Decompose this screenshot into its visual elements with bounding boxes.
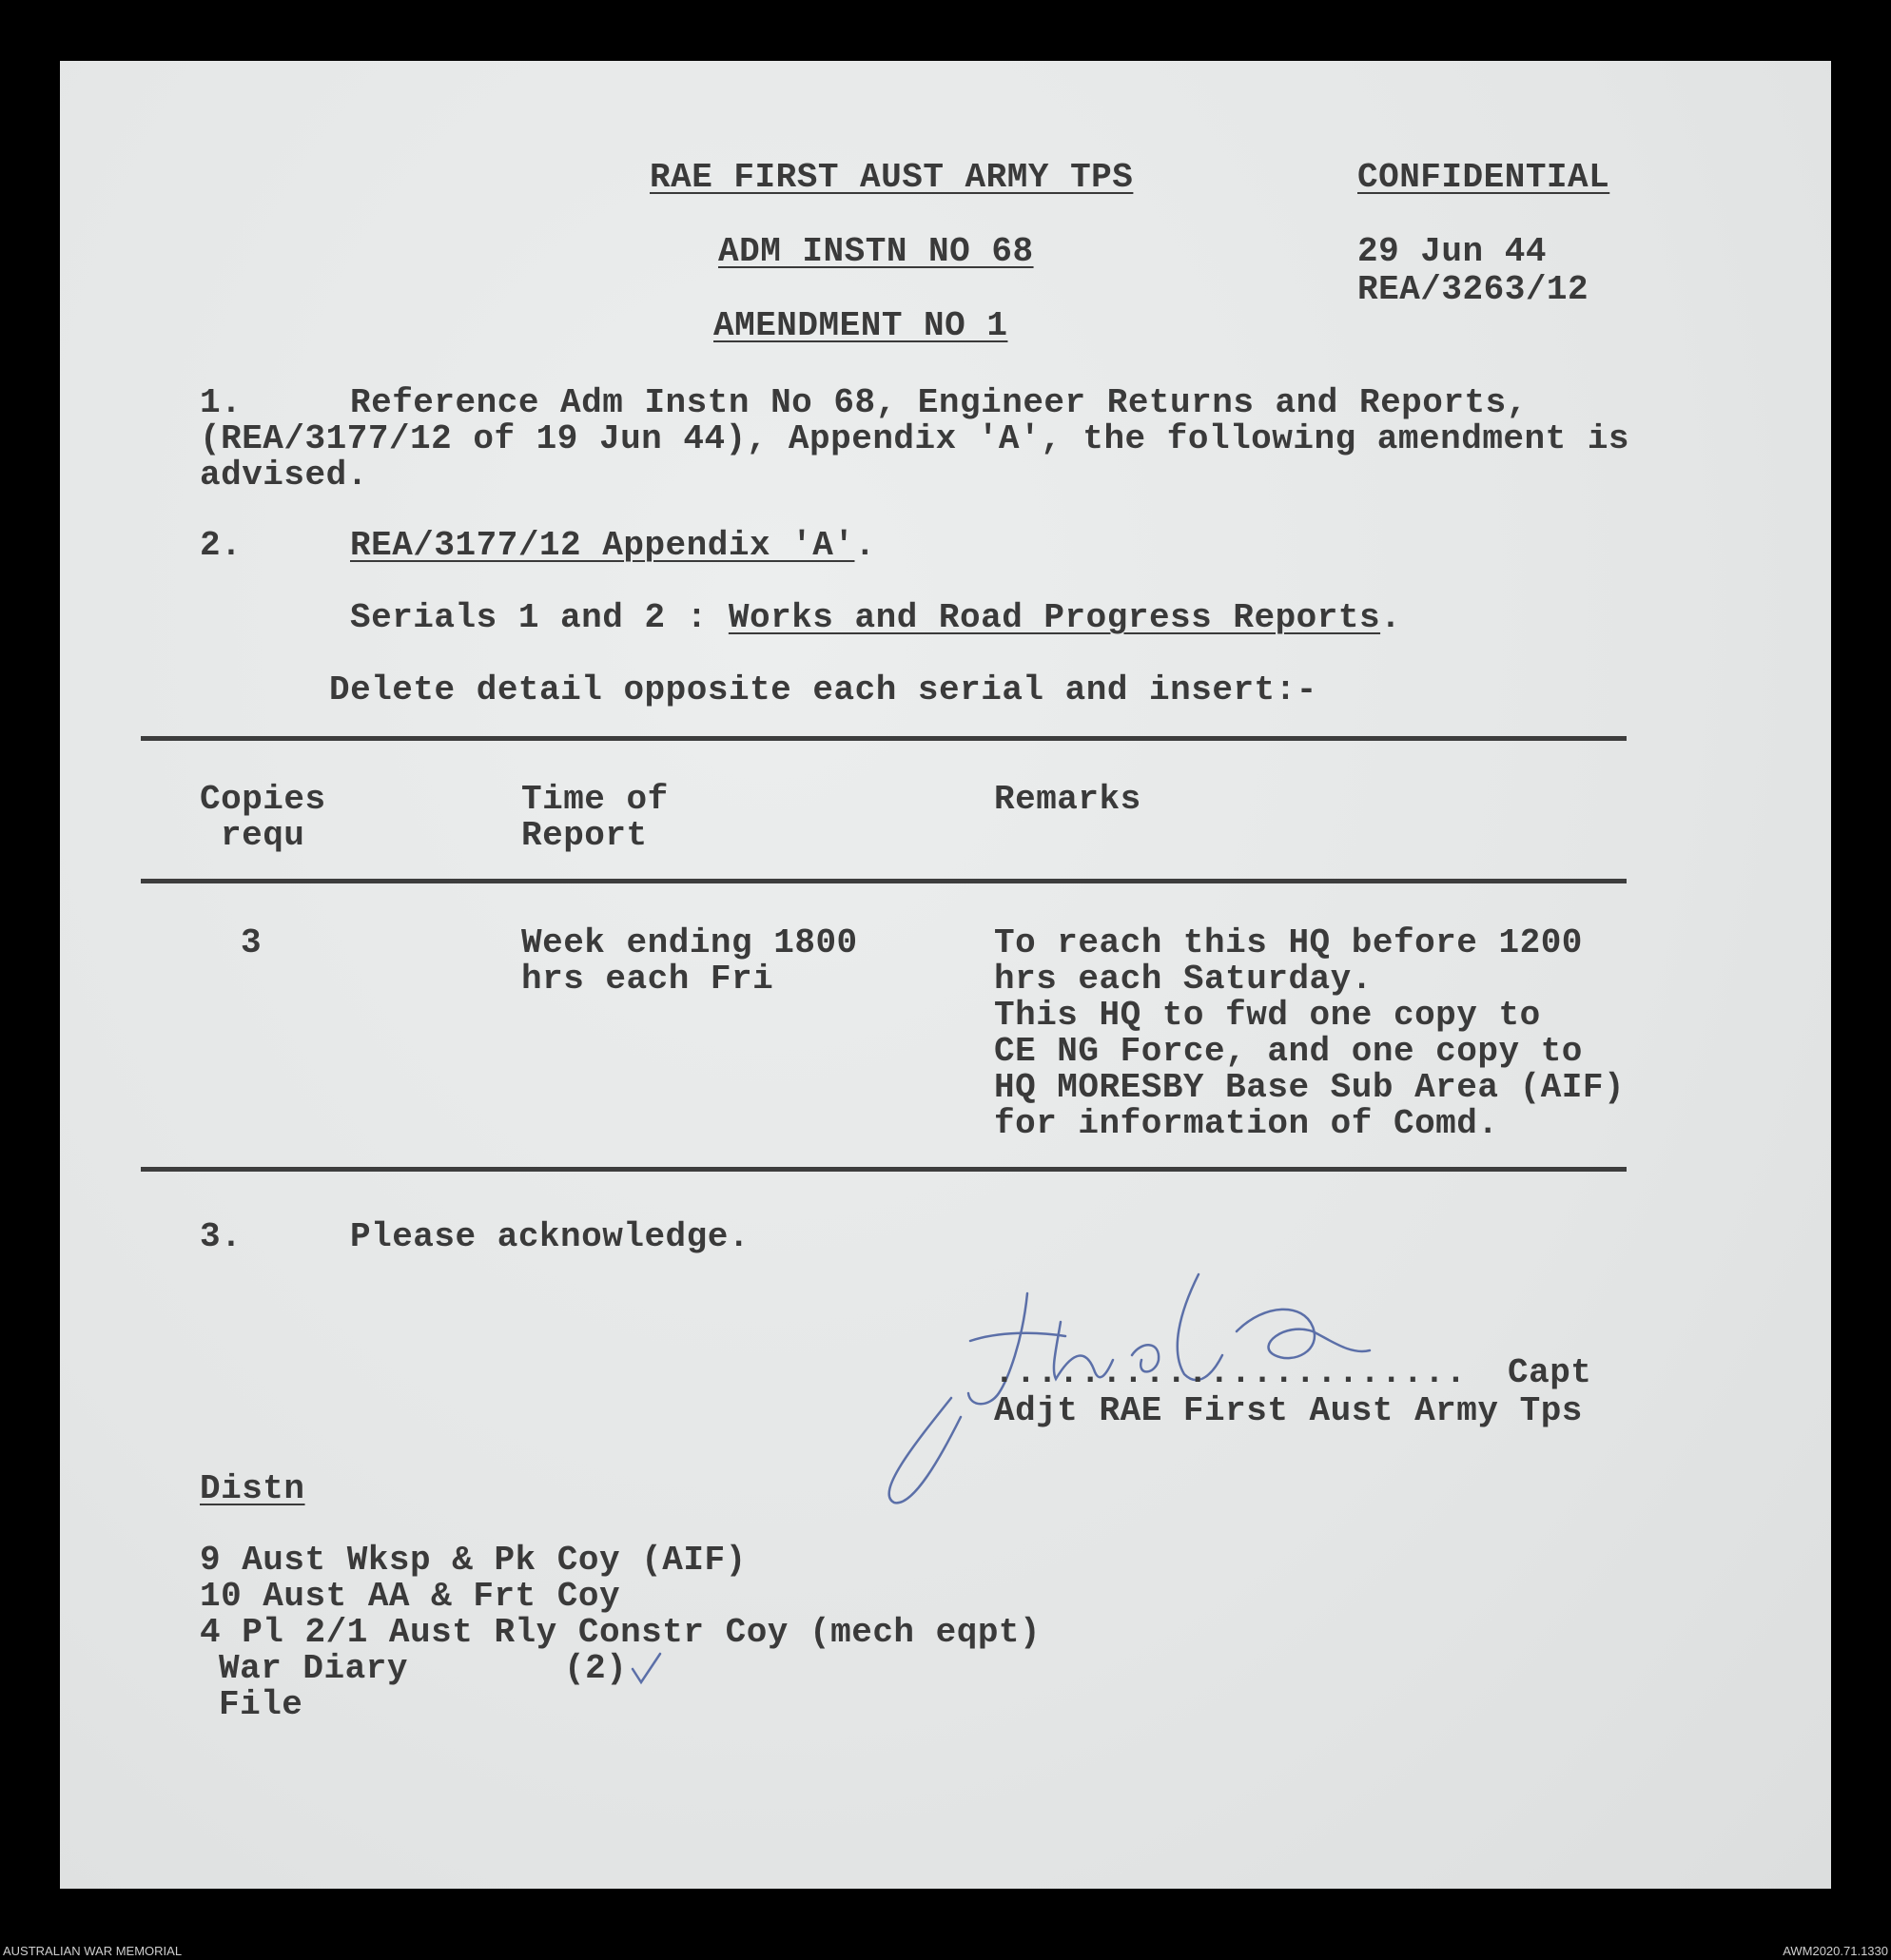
column-header-remarks: Remarks — [994, 780, 1141, 819]
paragraph-3-text: Please acknowledge. — [350, 1217, 750, 1256]
instruction-heading: ADM INSTN NO 68 — [718, 232, 1034, 271]
cell-remarks-line-6: for information of Comd. — [994, 1104, 1499, 1143]
cell-remarks-line-5: HQ MORESBY Base Sub Area (AIF) — [994, 1068, 1626, 1107]
paragraph-3-number: 3. — [200, 1217, 243, 1256]
paragraph-2-number: 2. — [200, 526, 243, 565]
distribution-heading: Distn — [200, 1469, 305, 1508]
paragraph-1-line-3: advised. — [200, 456, 368, 495]
table-header-rule — [141, 879, 1627, 883]
signature-rank: Capt — [1508, 1353, 1592, 1392]
check-mark-icon — [628, 1650, 666, 1688]
cell-remarks-line-4: CE NG Force, and one copy to — [994, 1032, 1583, 1071]
cell-remarks-line-2: hrs each Saturday. — [994, 960, 1373, 999]
table-bottom-rule — [141, 1167, 1627, 1172]
paragraph-1-line-2: (REA/3177/12 of 19 Jun 44), Appendix 'A', the following amendment is — [200, 419, 1630, 458]
table-top-rule — [141, 736, 1627, 741]
distribution-file: File — [219, 1685, 303, 1724]
paragraph-1-number: 1. — [200, 383, 243, 422]
distribution-war-diary-copies: (2) — [564, 1649, 628, 1688]
unit-heading: RAE FIRST AUST ARMY TPS — [650, 158, 1134, 197]
serials-end: . — [1380, 598, 1402, 637]
paragraph-1-line-1: Reference Adm Instn No 68, Engineer Returns and Reports, — [350, 383, 1528, 422]
appendix-reference-end: . — [854, 526, 876, 565]
cell-remarks-line-1: To reach this HQ before 1200 — [994, 923, 1583, 962]
signature-dots: ...................... — [994, 1353, 1468, 1392]
column-header-time-line-2: Report — [521, 816, 648, 855]
document-reference: REA/3263/12 — [1357, 270, 1589, 309]
cell-remarks-line-3: This HQ to fwd one copy to — [994, 996, 1541, 1035]
signature-title: Adjt RAE First Aust Army Tps — [994, 1391, 1583, 1430]
cell-time-line-1: Week ending 1800 — [521, 923, 858, 962]
cell-time-line-2: hrs each Fri — [521, 960, 774, 999]
delete-instruction: Delete detail opposite each serial and insert:- — [329, 670, 1317, 709]
column-header-copies: Copies — [200, 780, 326, 819]
distribution-war-diary: War Diary — [219, 1649, 408, 1688]
footer-accession-number: AWM2020.71.1330 — [1783, 1944, 1888, 1958]
distribution-line-1: 9 Aust Wksp & Pk Coy (AIF) — [200, 1541, 747, 1580]
serials-title: Works and Road Progress Reports — [728, 598, 1381, 637]
distribution-line-2: 10 Aust AA & Frt Coy — [200, 1577, 621, 1616]
column-header-time: Time of — [521, 780, 669, 819]
distribution-line-3: 4 Pl 2/1 Aust Rly Constr Coy (mech eqpt) — [200, 1613, 1042, 1652]
appendix-reference-text: REA/3177/12 Appendix 'A' — [350, 526, 855, 565]
amendment-heading: AMENDMENT NO 1 — [713, 306, 1008, 345]
document-date: 29 Jun 44 — [1357, 232, 1547, 271]
footer-archive-name: AUSTRALIAN WAR MEMORIAL — [3, 1944, 183, 1958]
serials-prefix: Serials 1 and 2 : — [350, 598, 729, 637]
serials-line — [350, 598, 1401, 637]
cell-copies: 3 — [241, 923, 263, 962]
classification-label: CONFIDENTIAL — [1357, 158, 1610, 197]
column-header-copies-line-2: requ — [221, 816, 305, 855]
appendix-reference — [350, 526, 876, 565]
